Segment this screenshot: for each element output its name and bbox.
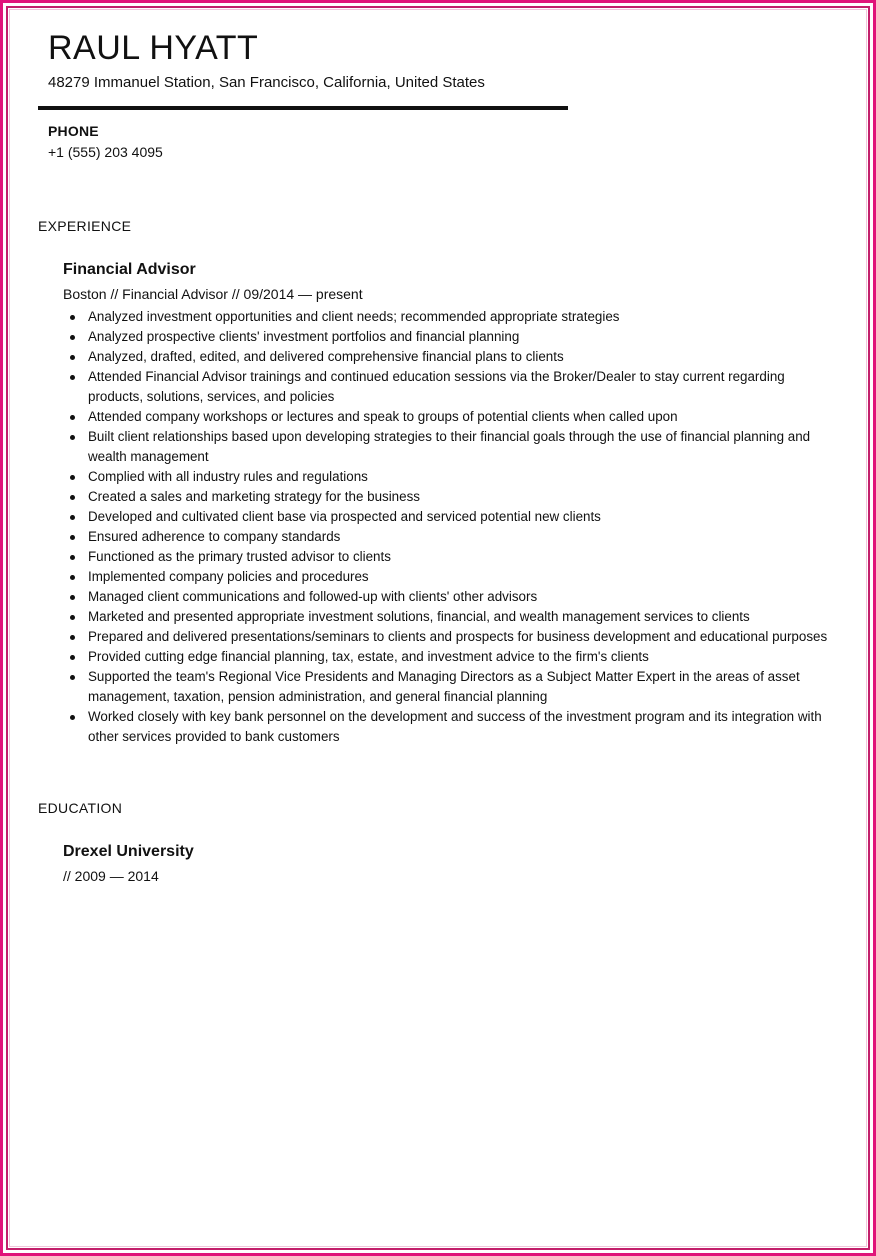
job-bullet-item: [63, 567, 833, 587]
bullet-dot-icon: [70, 535, 75, 540]
job-bullet-text: Developed and cultivated client base via prospected and serviced potential new clients: [88, 509, 601, 524]
job-bullet-item: [63, 327, 833, 347]
job-bullet-item: [63, 367, 833, 407]
job-bullet-item: [63, 307, 833, 327]
job-bullet-text: Attended Financial Advisor trainings and continued education sessions via the Broker/Dealer to stay current regarding products, solutions, services, and policies: [88, 369, 785, 404]
experience-section-title: EXPERIENCE: [38, 218, 132, 234]
job-bullet-item: [63, 427, 833, 467]
phone-label: PHONE: [48, 123, 99, 139]
job-bullet-text: Supported the team's Regional Vice Presidents and Managing Directors as a Subject Matter Expert in the areas of asset management, taxation, pension administration, and general financial planning: [88, 669, 800, 704]
job-title: Financial Advisor: [63, 261, 196, 278]
bullet-dot-icon: [70, 595, 75, 600]
bullet-dot-icon: [70, 635, 75, 640]
job-bullet-item: [63, 667, 833, 707]
bullet-dot-icon: [70, 515, 75, 520]
job-bullet-text: Created a sales and marketing strategy for the business: [88, 489, 420, 504]
job-bullet-text: Functioned as the primary trusted advisor to clients: [88, 549, 391, 564]
bullet-dot-icon: [70, 315, 75, 320]
bullet-dot-icon: [70, 475, 75, 480]
bullet-dot-icon: [70, 415, 75, 420]
bullet-dot-icon: [70, 335, 75, 340]
job-bullet-text: Provided cutting edge financial planning, tax, estate, and investment advice to the firm's clients: [88, 649, 649, 664]
bullet-dot-icon: [70, 375, 75, 380]
job-bullet-item: [63, 347, 833, 367]
bullet-dot-icon: [70, 675, 75, 680]
phone-value: +1 (555) 203 4095: [48, 144, 163, 160]
bullet-dot-icon: [70, 575, 75, 580]
job-bullet-item: [63, 707, 833, 747]
bullet-dot-icon: [70, 615, 75, 620]
contact-block: [48, 123, 163, 160]
education-entry: [63, 842, 194, 885]
job-bullet-text: Worked closely with key bank personnel on the development and success of the investment program and its integration with other services provided to bank customers: [88, 709, 822, 744]
job-bullet-item: [63, 467, 833, 487]
job-bullet-text: Ensured adherence to company standards: [88, 529, 341, 544]
job-bullet-item: [63, 507, 833, 527]
job-bullet-item: [63, 487, 833, 507]
candidate-address: 48279 Immanuel Station, San Francisco, California, United States: [48, 74, 485, 91]
resume-header: [48, 28, 485, 91]
bullet-dot-icon: [70, 435, 75, 440]
bullet-dot-icon: [70, 655, 75, 660]
job-bullet-item: [63, 407, 833, 427]
bullet-dot-icon: [70, 715, 75, 720]
job-bullet-item: [63, 627, 833, 647]
job-meta: Boston // Financial Advisor // 09/2014 — present: [63, 286, 363, 302]
education-section-title: EDUCATION: [38, 800, 123, 816]
school-name: Drexel University: [63, 843, 194, 860]
bullet-dot-icon: [70, 355, 75, 360]
job-bullet-item: [63, 527, 833, 547]
job-bullet-item: [63, 587, 833, 607]
job-bullet-text: Analyzed, drafted, edited, and delivered comprehensive financial plans to clients: [88, 349, 564, 364]
job-bullet-item: [63, 647, 833, 667]
job-bullet-text: Complied with all industry rules and regulations: [88, 469, 368, 484]
job-bullet-text: Implemented company policies and procedures: [88, 569, 369, 584]
job-bullet-item: [63, 547, 833, 567]
bullet-dot-icon: [70, 495, 75, 500]
header-divider: [38, 106, 568, 110]
job-bullet-list: [63, 307, 833, 747]
job-bullet-text: Attended company workshops or lectures and speak to groups of potential clients when called upon: [88, 409, 678, 424]
job-bullet-text: Prepared and delivered presentations/seminars to clients and prospects for business development and educational purposes: [88, 629, 828, 644]
job-bullet-text: Analyzed prospective clients' investment portfolios and financial planning: [88, 329, 520, 344]
job-bullet-text: Managed client communications and followed-up with clients' other advisors: [88, 589, 538, 604]
candidate-name: RAUL HYATT: [48, 29, 259, 67]
job-entry: [63, 260, 833, 747]
job-bullet-item: [63, 607, 833, 627]
education-dates: // 2009 — 2014: [63, 868, 159, 884]
bullet-dot-icon: [70, 555, 75, 560]
job-bullet-text: Built client relationships based upon developing strategies to their financial goals through the use of financial planning and wealth management: [88, 429, 811, 464]
job-bullet-text: Analyzed investment opportunities and client needs; recommended appropriate strategies: [88, 309, 620, 324]
job-bullet-text: Marketed and presented appropriate investment solutions, financial, and wealth management services to clients: [88, 609, 750, 624]
